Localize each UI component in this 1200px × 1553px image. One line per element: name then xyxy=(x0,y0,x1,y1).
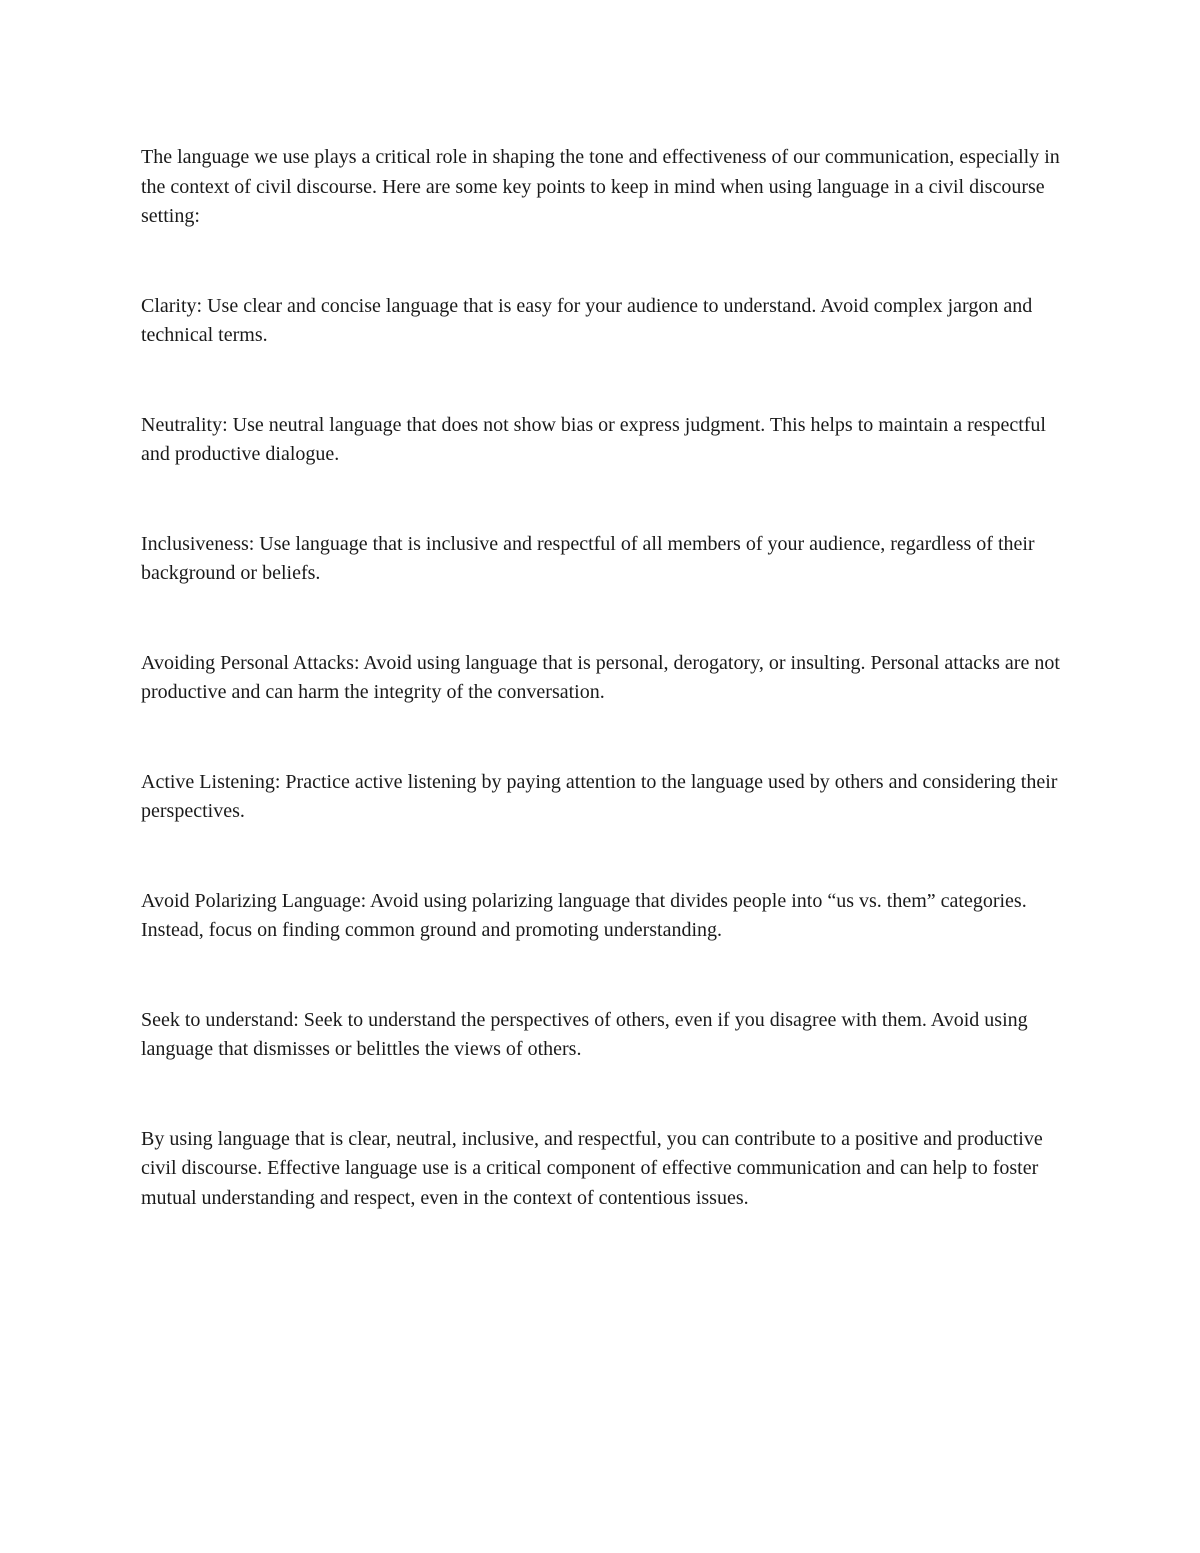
active-listening-paragraph: Active Listening: Practice active listening by paying attention to the language used by others and considering their perspectives. xyxy=(141,770,1058,822)
conclusion-paragraph: By using language that is clear, neutral, inclusive, and respectful, you can contribute to a positive and productive civil discourse. Effective language use is a critical component of effective communication and can help to foster mutual understanding and respect, even in the context of contentious issues. xyxy=(141,1127,1043,1209)
inclusiveness-paragraph: Inclusiveness: Use language that is inclusive and respectful of all members of your audience, regardless of their background or beliefs. xyxy=(141,532,1035,584)
clarity-paragraph: Clarity: Use clear and concise language that is easy for your audience to understand. Avoid complex jargon and technical terms. xyxy=(141,294,1033,346)
polarizing-language-paragraph: Avoid Polarizing Language: Avoid using polarizing language that divides people into “us vs. them” categories. Instead, focus on finding common ground and promoting understanding. xyxy=(141,889,1027,941)
intro-paragraph: The language we use plays a critical role in shaping the tone and effectiveness of our communication, especially in the context of civil discourse. Here are some key points to keep in mind when using language in a civil discourse setting: xyxy=(141,146,1060,227)
document-body xyxy=(141,143,1071,1273)
neutrality-paragraph: Neutrality: Use neutral language that does not show bias or express judgment. This helps to maintain a respectful and productive dialogue. xyxy=(141,413,1046,465)
personal-attacks-paragraph: Avoiding Personal Attacks: Avoid using language that is personal, derogatory, or insulting. Personal attacks are not productive and can harm the integrity of the conversation. xyxy=(141,651,1060,703)
seek-to-understand-paragraph: Seek to understand: Seek to understand the perspectives of others, even if you disagree with them. Avoid using language that dismisses or belittles the views of others. xyxy=(141,1008,1028,1060)
